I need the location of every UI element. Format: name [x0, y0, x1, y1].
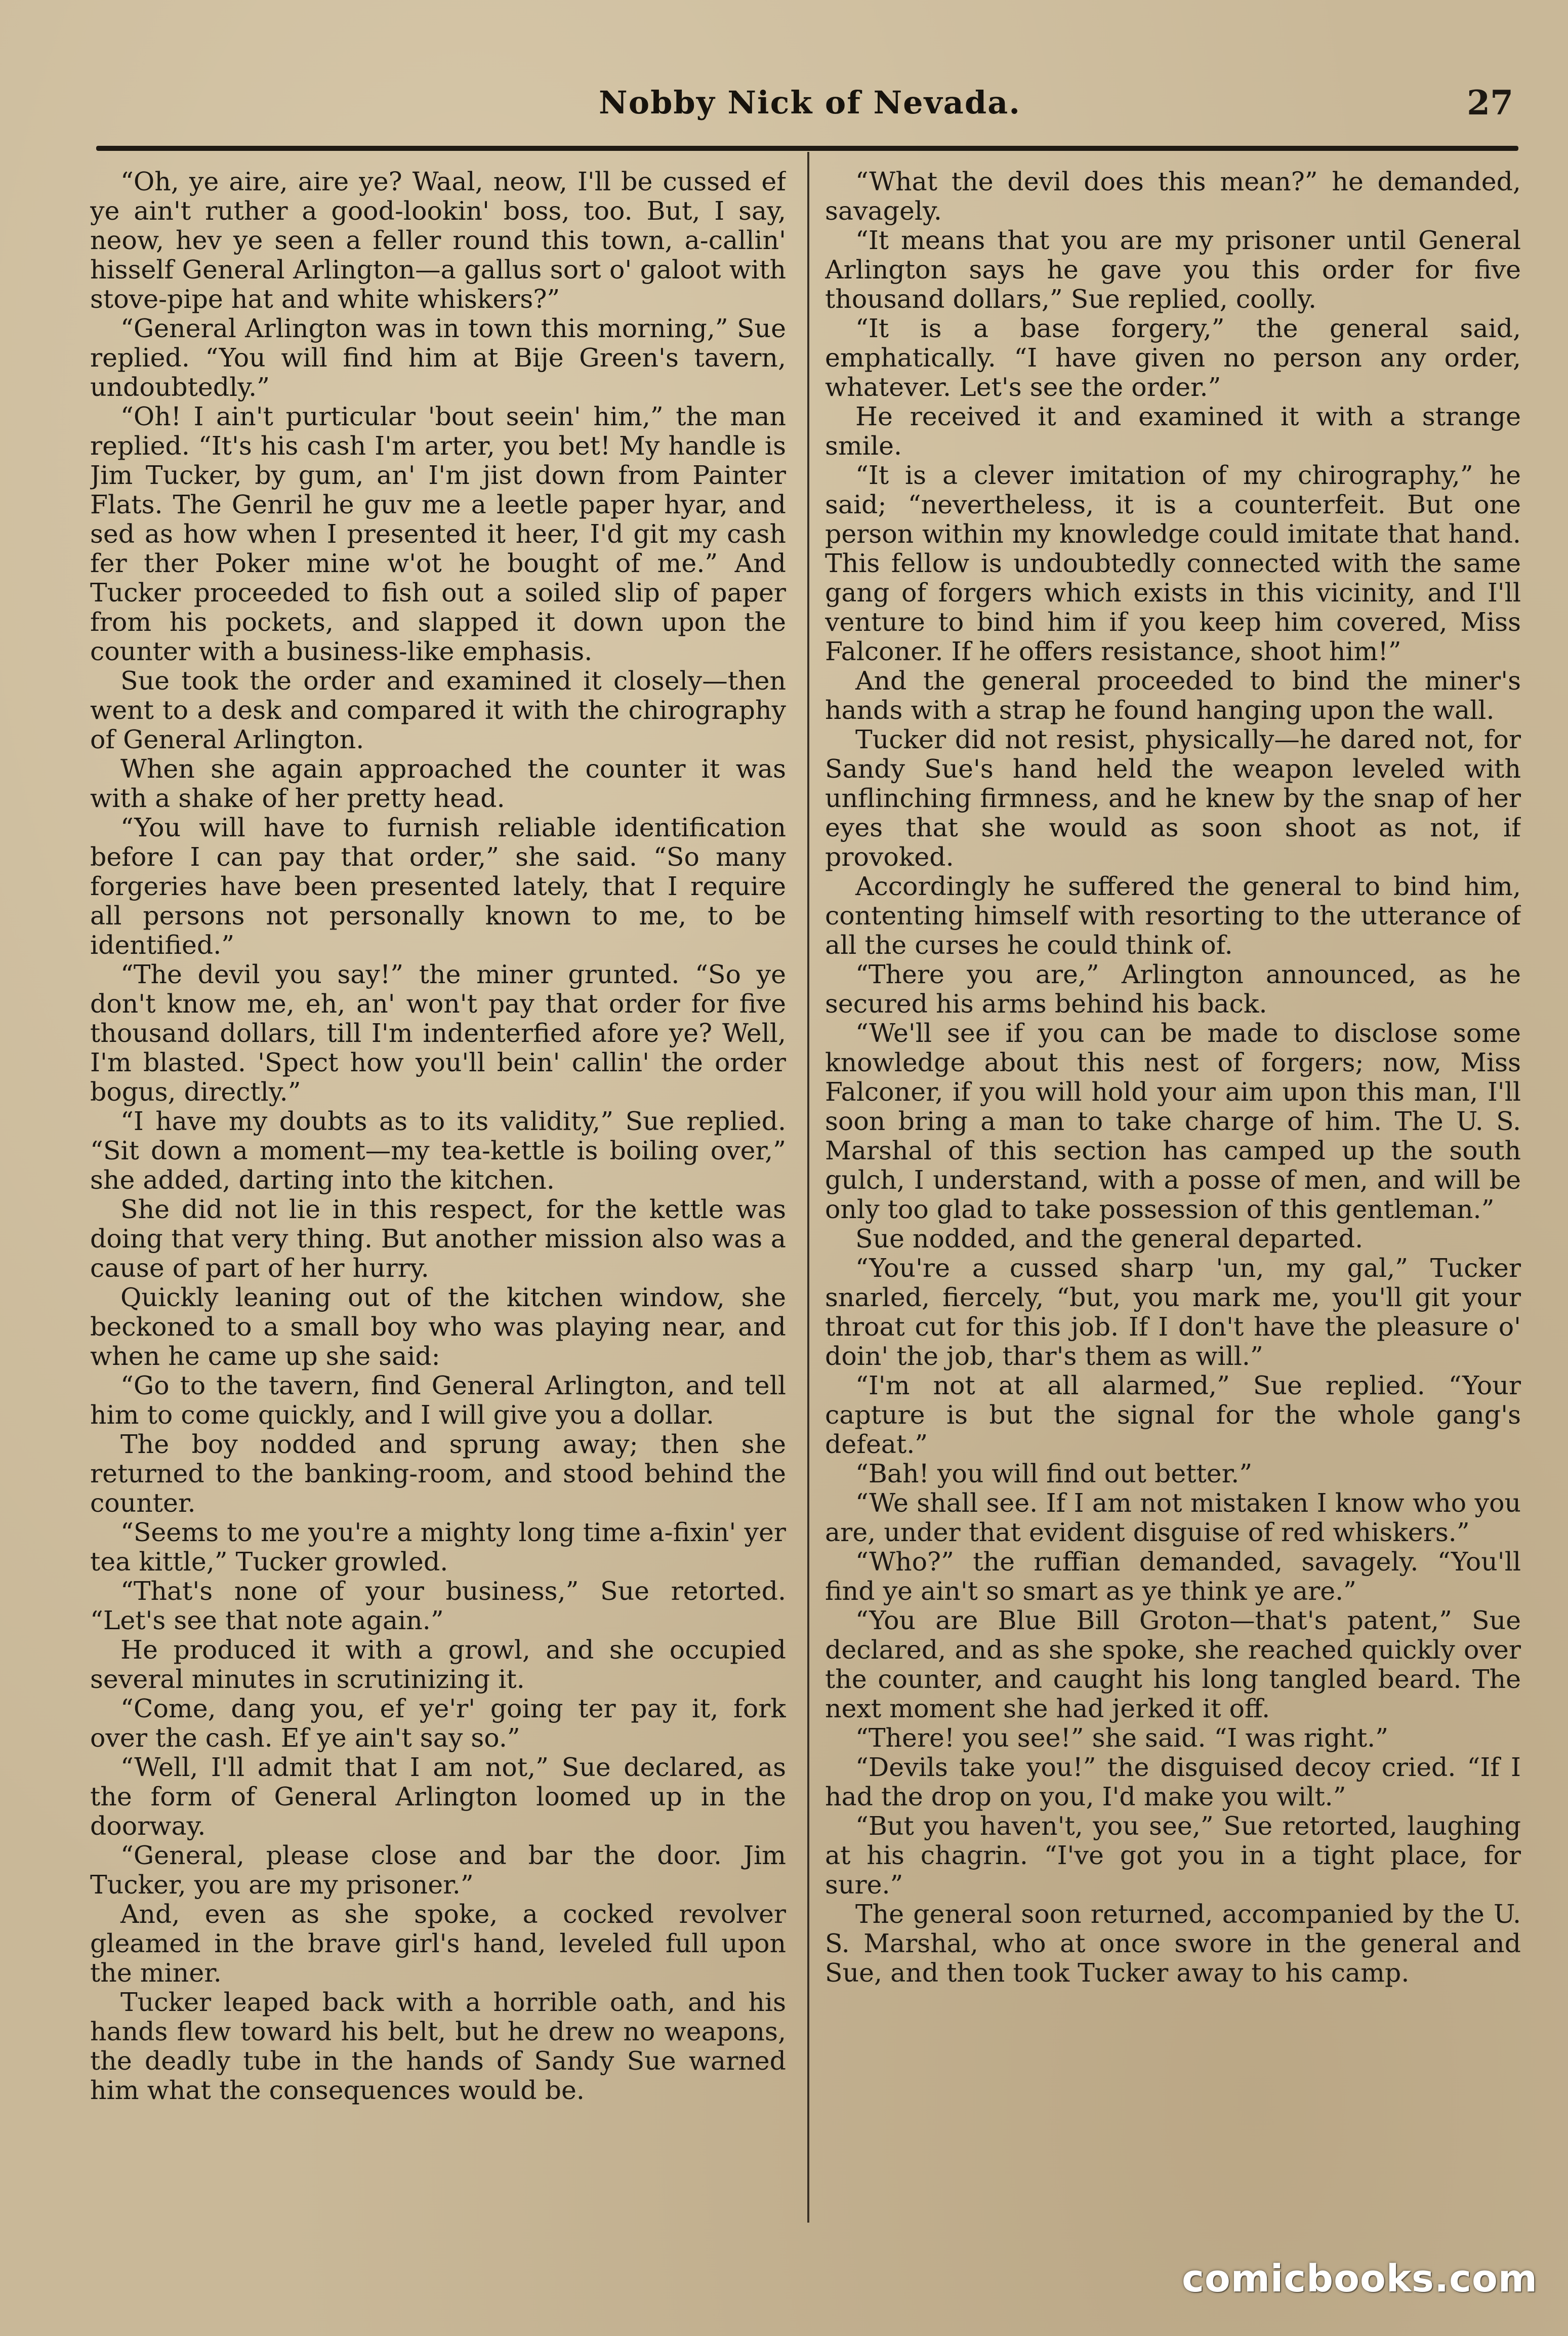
paragraph: “Go to the tavern, find General Arlington, and tell him to come quickly, and I will give you a dollar. — [90, 1371, 786, 1430]
page-header — [91, 76, 1529, 137]
paragraph: “Come, dang you, ef ye'r' going ter pay it, fork over the cash. Ef ye ain't say so.” — [90, 1694, 786, 1753]
paragraph: “There! you see!” she said. “I was right.” — [855, 1723, 1389, 1753]
paragraph: Accordingly he suffered the general to bind him, contenting himself with resorting to the utterance of all the curses he could think of. — [825, 871, 1521, 960]
paragraph: He received it and examined it with a strange smile. — [825, 401, 1521, 461]
running-title: Nobby Nick of Nevada. — [599, 84, 1021, 121]
paragraph: “But you haven't, you see,” Sue retorted, laughing at his chagrin. “I've got you in a tight place, for sure.” — [825, 1811, 1521, 1900]
paragraph: Sue nodded, and the general departed. — [855, 1224, 1364, 1254]
paragraph: Tucker leaped back with a horrible oath, and his hands flew toward his belt, but he drew no weapons, the deadly tube in the hands of Sandy Sue warned him what the consequences would be. — [90, 1987, 786, 2105]
paragraph: “We'll see if you can be made to disclose some knowledge about this nest of forgers; now, Miss Falconer, if you will hold your aim upon this man, I'll soon bring a man to take charge of him. The U. S. Marshal of this section has camped up the south gulch, I understand, with a posse of men, and will be only too glad to take possession of this gentleman.” — [825, 1018, 1521, 1224]
paragraph: She did not lie in this respect, for the kettle was doing that very thing. But another mission also was a cause of part of her hurry. — [90, 1194, 786, 1283]
paragraph: The boy nodded and sprung away; then she returned to the banking-room, and stood behind the counter. — [90, 1429, 786, 1518]
paragraph: He produced it with a growl, and she occupied several minutes in scrutinizing it. — [90, 1635, 786, 1694]
paragraph: “I'm not at all alarmed,” Sue replied. “Your capture is but the signal for the whole gang's defeat.” — [825, 1371, 1521, 1459]
paragraph: “What the devil does this mean?” he demanded, savagely. — [825, 167, 1521, 226]
left-column — [90, 167, 786, 2283]
header-rule — [96, 146, 1518, 151]
paragraph: Quickly leaning out of the kitchen window, she beckoned to a small boy who was playing near, and when he came up she said: — [90, 1282, 786, 1371]
paragraph: “Who?” the ruffian demanded, savagely. “You'll find ye ain't so smart as ye think ye are.” — [825, 1547, 1521, 1606]
right-column — [825, 167, 1521, 2283]
paragraph: “General Arlington was in town this morning,” Sue replied. “You will find him at Bije Green's tavern, undoubtedly.” — [90, 313, 786, 402]
paragraph: And the general proceeded to bind the miner's hands with a strap he found hanging upon the wall. — [825, 666, 1521, 725]
paragraph: “It means that you are my prisoner until General Arlington says he gave you this order for five thousand dollars,” Sue replied, coolly. — [825, 225, 1521, 314]
paragraph: “You will have to furnish reliable identification before I can pay that order,” she said. “So many forgeries have been presented lately, that I require all persons not personally known to me, to be identified.” — [90, 813, 786, 960]
paragraph: “Devils take you!” the disguised decoy cried. “If I had the drop on you, I'd make you wilt.” — [825, 1752, 1521, 1811]
paragraph: “There you are,” Arlington announced, as he secured his arms behind his back. — [825, 959, 1521, 1019]
paragraph: “That's none of your business,” Sue retorted. “Let's see that note again.” — [90, 1576, 786, 1635]
paragraph: “Seems to me you're a mighty long time a-fixin' yer tea kittle,” Tucker growled. — [90, 1517, 786, 1577]
paragraph: “Bah! you will find out better.” — [855, 1459, 1253, 1488]
paragraph: “I have my doubts as to its validity,” Sue replied. “Sit down a moment—my tea-kettle is boiling over,” she added, darting into the kitchen. — [90, 1106, 786, 1195]
paragraph: “General, please close and bar the door. Jim Tucker, you are my prisoner.” — [90, 1840, 786, 1900]
paragraph: “Oh, ye aire, aire ye? Waal, neow, I'll be cussed ef ye ain't ruther a good-lookin' boss, too. But, I say, neow, hev ye seen a feller round this town, a-callin' hisself General Arlington—a gallus sort o' galoot with stove-pipe hat and white whiskers?” — [90, 167, 786, 314]
paragraph: The general soon returned, accompanied by the U. S. Marshal, who at once swore in the general and Sue, and then took Tucker away to his camp. — [825, 1899, 1521, 1988]
paragraph: And, even as she spoke, a cocked revolver gleamed in the brave girl's hand, leveled full upon the miner. — [90, 1899, 786, 1988]
watermark: comicbooks.com — [1182, 2257, 1538, 2301]
paragraph: “The devil you say!” the miner grunted. “So ye don't know me, eh, an' won't pay that order for five thousand dollars, till I'm indenterfied afore ye? Well, I'm blasted. 'Spect how you'll bein' callin' the order bogus, directly.” — [90, 959, 786, 1107]
paragraph: “Well, I'll admit that I am not,” Sue declared, as the form of General Arlington loomed up in the doorway. — [90, 1752, 786, 1841]
paragraph: “We shall see. If I am not mistaken I know who you are, under that evident disguise of red whiskers.” — [825, 1488, 1521, 1547]
paragraph: Sue took the order and examined it closely—then went to a desk and compared it with the chirography of General Arlington. — [90, 666, 786, 754]
text-columns — [90, 167, 1522, 2283]
paragraph: “It is a base forgery,” the general said, emphatically. “I have given no person any order, whatever. Let's see the order.” — [825, 313, 1521, 402]
page-number: 27 — [1467, 83, 1513, 123]
paragraph: Tucker did not resist, physically—he dared not, for Sandy Sue's hand held the weapon leveled with unflinching firmness, and he knew by the snap of her eyes that she would as soon shoot as not, if provoked. — [825, 724, 1521, 872]
paragraph: “Oh! I ain't purticular 'bout seein' him,” the man replied. “It's his cash I'm arter, you bet! My handle is Jim Tucker, by gum, an' I'm jist down from Painter Flats. The Genril he guv me a leetle paper hyar, and sed as how when I presented it heer, I'd git my cash fer ther Poker mine w'ot he bought of me.” And Tucker proceeded to fish out a soiled slip of paper from his pockets, and slapped it down upon the counter with a business-like emphasis. — [90, 401, 786, 666]
paragraph: “It is a clever imitation of my chirography,” he said; “nevertheless, it is a counterfeit. But one person within my knowledge could imitate that hand. This fellow is undoubtedly connected with the same gang of forgers which exists in this vicinity, and I'll venture to bind him if you keep him covered, Miss Falconer. If he offers resistance, shoot him!” — [825, 460, 1521, 666]
paragraph: “You're a cussed sharp 'un, my gal,” Tucker snarled, fiercely, “but, you mark me, you'll git your throat cut for this job. If I don't have the pleasure o' doin' the job, thar's them as will.” — [825, 1253, 1521, 1371]
paragraph: “You are Blue Bill Groton—that's patent,” Sue declared, and as she spoke, she reached quickly over the counter, and caught his long tangled beard. The next moment she had jerked it off. — [825, 1605, 1521, 1723]
paragraph: When she again approached the counter it was with a shake of her pretty head. — [90, 754, 786, 813]
